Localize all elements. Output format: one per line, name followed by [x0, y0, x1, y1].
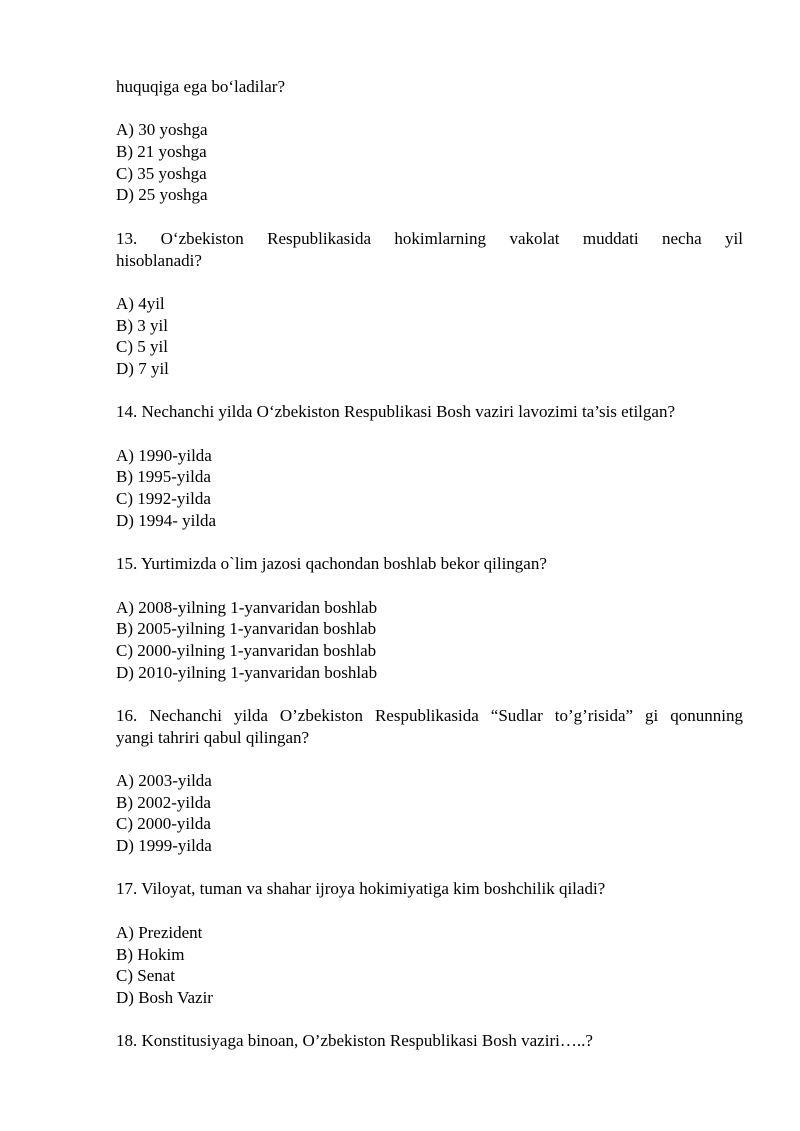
intro-option-a: A) 30 yoshga	[116, 120, 208, 140]
question-13-option-a: A) 4yil	[116, 293, 165, 313]
question-16-option-b: B) 2002-yilda	[116, 792, 211, 812]
intro-option-b: B) 21 yoshga	[116, 142, 207, 162]
intro-question-tail: huquqiga ega bo‘ladilar?	[116, 77, 285, 96]
intro-option-c: C) 35 yoshga	[116, 163, 207, 183]
question-16-option-a: A) 2003-yilda	[116, 771, 212, 790]
question-17-option-a: A) Prezident	[116, 922, 203, 942]
question-15-text: 15. Yurtimizda o`lim jazosi qachondan boshlab bekor qilingan?	[116, 554, 547, 574]
question-13-option-c: C) 5 yil	[116, 337, 168, 357]
question-15-option-a: A) 2008-yilning 1-yanvaridan boshlab	[116, 597, 378, 617]
question-14-option-d: D) 1994- yilda	[116, 510, 217, 530]
question-14-text: 14. Nechanchi yilda O‘zbekiston Respublikasi Bosh vaziri lavozimi ta’sis etilgan?	[116, 402, 675, 422]
question-14-option-a: A) 1990-yilda	[116, 445, 212, 465]
question-18-text: 18. Konstitusiyaga binoan, O’zbekiston Respublikasi Bosh vaziri…..?	[116, 1031, 593, 1051]
intro-option-d: D) 25 yoshga	[116, 185, 208, 205]
question-17-option-b: B) Hokim	[116, 944, 185, 964]
question-13-line-2: hisoblanadi?	[116, 250, 202, 270]
document-page	[116, 76, 743, 1052]
question-16-option-c: C) 2000-yilda	[116, 814, 211, 834]
question-16-line-1: 16. Nechanchi yilda O’zbekiston Respublikasida “Sudlar to’g’risida” gi qonunning	[116, 705, 743, 725]
question-17-option-d: D) Bosh Vazir	[116, 987, 213, 1007]
question-16-line-2: yangi tahriri qabul qilingan?	[116, 727, 310, 747]
question-13-option-b: B) 3 yil	[116, 315, 168, 335]
question-15-option-d: D) 2010-yilning 1-yanvaridan boshlab	[116, 662, 378, 682]
question-16-option-d: D) 1999-yilda	[116, 836, 212, 856]
question-17-text: 17. Viloyat, tuman va shahar ijroya hokimiyatiga kim boshchilik qiladi?	[116, 879, 606, 899]
question-14-option-c: C) 1992-yilda	[116, 489, 211, 509]
question-15-option-b: B) 2005-yilning 1-yanvaridan boshlab	[116, 619, 377, 639]
question-13-option-d: D) 7 yil	[116, 358, 169, 378]
question-14-option-b: B) 1995-yilda	[116, 467, 211, 487]
question-17-option-c: C) Senat	[116, 966, 176, 986]
question-15-option-c: C) 2000-yilning 1-yanvaridan boshlab	[116, 640, 377, 660]
question-13-line-1: 13. O‘zbekiston Respublikasida hokimlarning vakolat muddati necha yil	[116, 228, 743, 248]
